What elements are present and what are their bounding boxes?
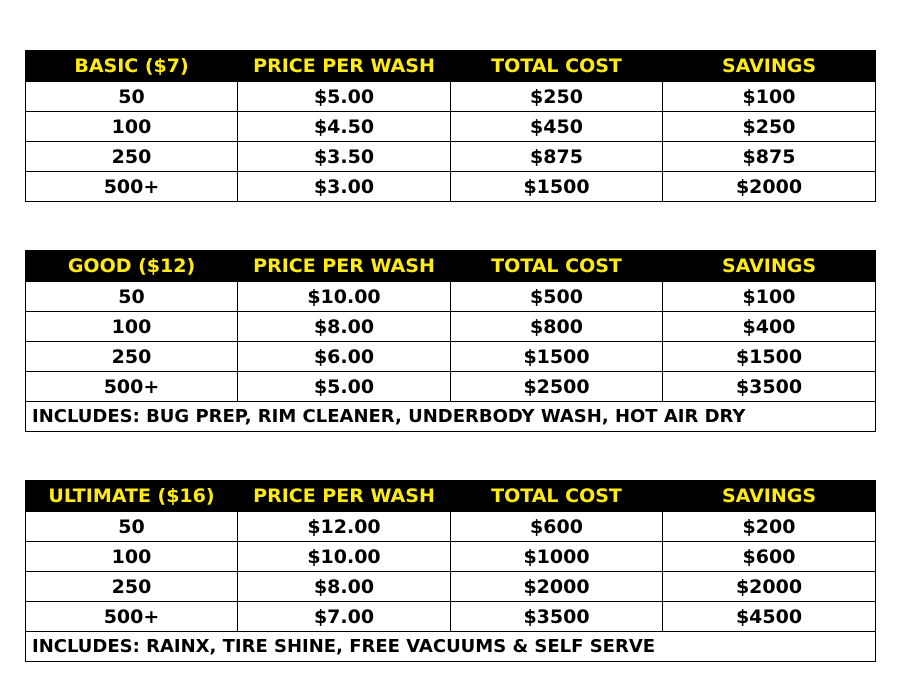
qty-cell: 250 [26,342,238,372]
savings-cell: $100 [663,82,876,112]
good-pricing-table [25,250,876,432]
ultimate-pricing-table [25,480,876,662]
savings-header: SAVINGS [663,51,876,82]
total-cost-cell: $2000 [451,572,663,602]
savings-cell: $200 [663,512,876,542]
table-row [26,172,876,202]
price-per-wash-cell: $5.00 [238,82,451,112]
table-row [26,112,876,142]
savings-header: SAVINGS [663,251,876,282]
savings-cell: $3500 [663,372,876,402]
total-cost-cell: $500 [451,282,663,312]
total-cost-cell: $450 [451,112,663,142]
qty-cell: 100 [26,112,238,142]
qty-cell: 50 [26,282,238,312]
includes-text: INCLUDES: RAINX, TIRE SHINE, FREE VACUUMS & SELF SERVE [26,632,876,662]
total-cost-header: TOTAL COST [451,251,663,282]
table-row [26,342,876,372]
total-cost-cell: $1500 [451,342,663,372]
total-cost-cell: $3500 [451,602,663,632]
total-cost-header: TOTAL COST [451,51,663,82]
savings-cell: $2000 [663,172,876,202]
savings-cell: $400 [663,312,876,342]
price-per-wash-cell: $8.00 [238,572,451,602]
qty-cell: 50 [26,82,238,112]
table-header-row [26,51,876,82]
price-per-wash-cell: $3.00 [238,172,451,202]
total-cost-cell: $250 [451,82,663,112]
basic-pricing-table [25,50,876,202]
qty-cell: 500+ [26,372,238,402]
savings-cell: $875 [663,142,876,172]
qty-cell: 500+ [26,172,238,202]
tier-header: GOOD ($12) [26,251,238,282]
table-row [26,572,876,602]
price-per-wash-cell: $10.00 [238,542,451,572]
table-row [26,312,876,342]
savings-cell: $2000 [663,572,876,602]
price-per-wash-header: PRICE PER WASH [238,251,451,282]
table-row [26,542,876,572]
total-cost-cell: $875 [451,142,663,172]
qty-cell: 50 [26,512,238,542]
savings-cell: $4500 [663,602,876,632]
qty-cell: 250 [26,142,238,172]
price-per-wash-header: PRICE PER WASH [238,51,451,82]
table-row [26,602,876,632]
total-cost-header: TOTAL COST [451,481,663,512]
total-cost-cell: $600 [451,512,663,542]
savings-cell: $100 [663,282,876,312]
price-per-wash-cell: $12.00 [238,512,451,542]
qty-cell: 500+ [26,602,238,632]
price-per-wash-header: PRICE PER WASH [238,481,451,512]
includes-row [26,632,876,662]
tier-header: BASIC ($7) [26,51,238,82]
total-cost-cell: $800 [451,312,663,342]
table-header-row [26,481,876,512]
savings-cell: $1500 [663,342,876,372]
total-cost-cell: $1000 [451,542,663,572]
price-per-wash-cell: $6.00 [238,342,451,372]
total-cost-cell: $2500 [451,372,663,402]
savings-header: SAVINGS [663,481,876,512]
includes-row [26,402,876,432]
table-row [26,512,876,542]
savings-cell: $250 [663,112,876,142]
table-row [26,142,876,172]
table-row [26,372,876,402]
total-cost-cell: $1500 [451,172,663,202]
price-per-wash-cell: $8.00 [238,312,451,342]
price-per-wash-cell: $10.00 [238,282,451,312]
price-per-wash-cell: $3.50 [238,142,451,172]
price-per-wash-cell: $5.00 [238,372,451,402]
qty-cell: 100 [26,312,238,342]
price-per-wash-cell: $4.50 [238,112,451,142]
qty-cell: 100 [26,542,238,572]
table-row [26,282,876,312]
table-header-row [26,251,876,282]
price-per-wash-cell: $7.00 [238,602,451,632]
savings-cell: $600 [663,542,876,572]
qty-cell: 250 [26,572,238,602]
tier-header: ULTIMATE ($16) [26,481,238,512]
includes-text: INCLUDES: BUG PREP, RIM CLEANER, UNDERBODY WASH, HOT AIR DRY [26,402,876,432]
table-row [26,82,876,112]
